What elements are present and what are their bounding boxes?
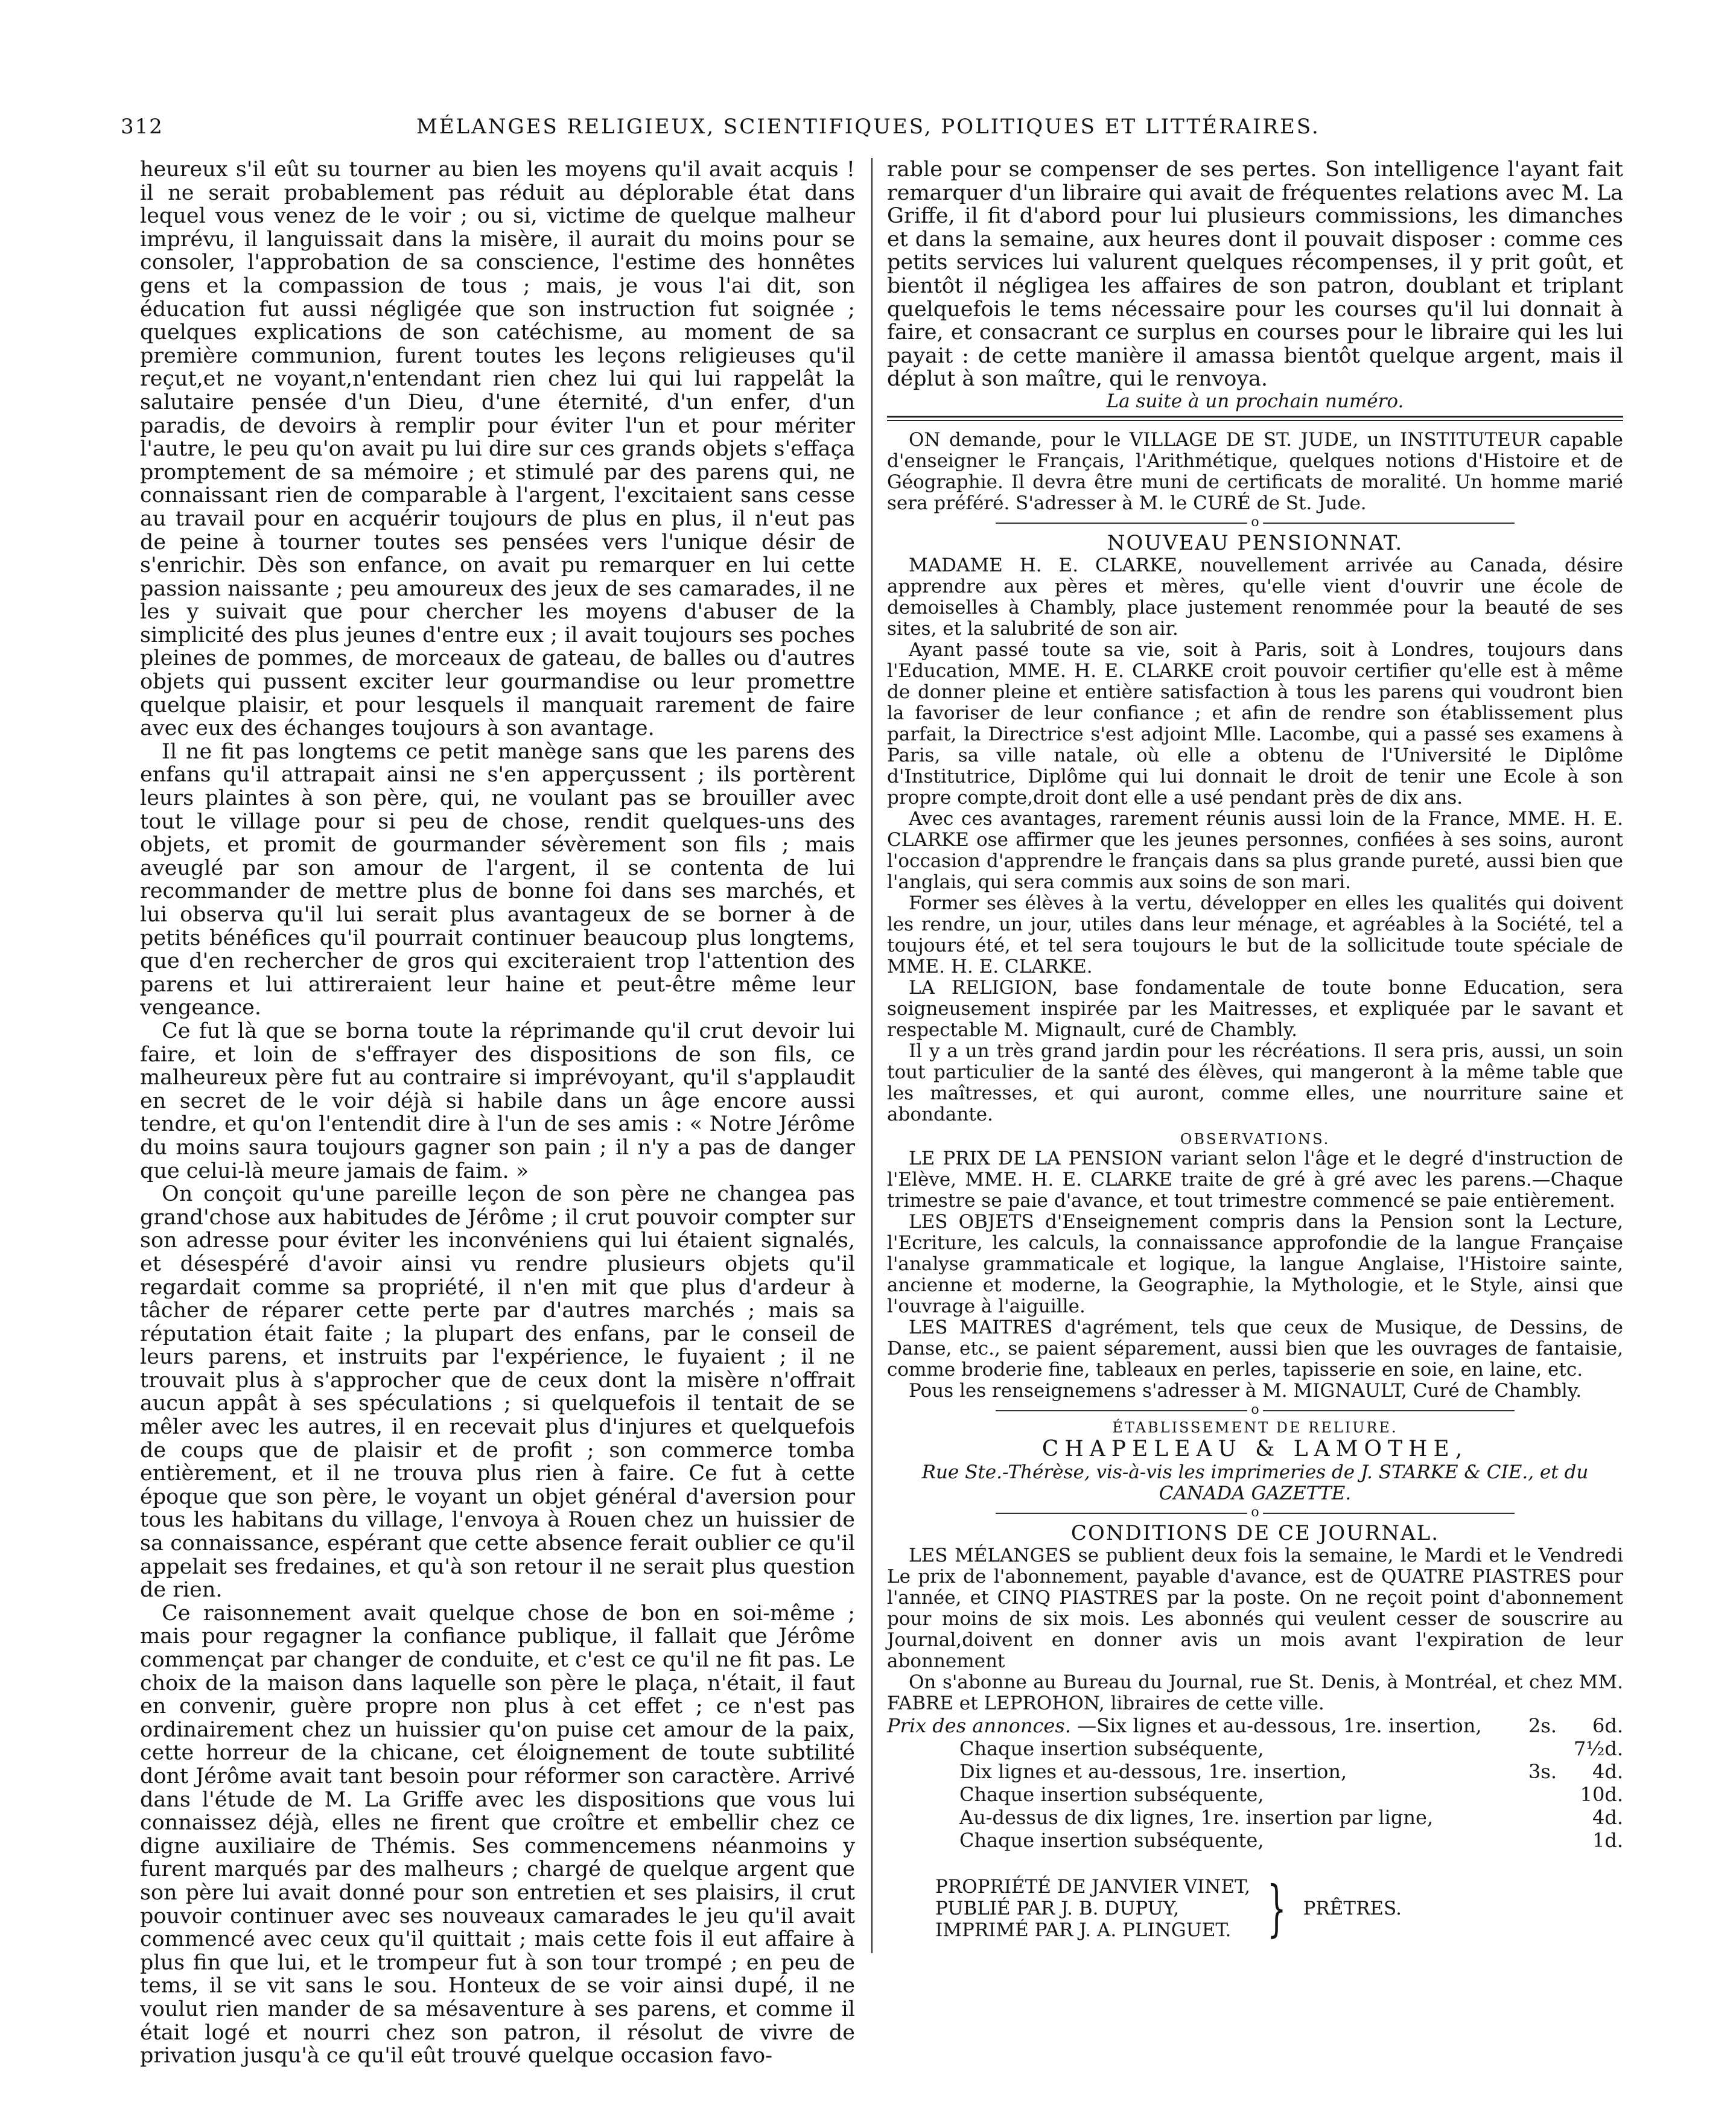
pensionnat-paragraph: Il y a un très grand jardin pour les récréations. Il sera pris, aussi, un soin tout particulier de la santé des élèves, qui mangeront à la même table que les maîtresses, et qui auront, comme elles, une nourriture saine et abondante. — [887, 1040, 1623, 1125]
tariff-row — [887, 1737, 1623, 1760]
separator-mark: o — [1247, 1505, 1262, 1520]
tariff-shillings — [1502, 1783, 1557, 1806]
article-continuation: rable pour se compenser de ses pertes. Son intelligence l'ayant fait remarquer d'un libraire qui avait de fréquentes relations avec M. La Griffe, il fit d'abord pour lui plusieurs commissions, les dimanches et dans la semaine, aux heures dont il pouvait disposer : comme ces petits services lui valurent quelques récompenses, il y prit goût, et bientôt il négligea les affaires de son patron, doublant et triplant quelquefois le tems nécessaire pour les courses qu'il lui donnait à faire, et consacrant ce surplus en courses pour le libraire qui les lui payait : de cette manière il amassa bientôt quelque argent, mais il déplut à son maître, qui le renvoya. — [887, 157, 1623, 392]
observation-paragraph: Pous les renseignemens s'adresser à M. MIGNAULT, Curé de Chambly. — [909, 1379, 1582, 1402]
conditions-title: CONDITIONS DE CE JOURNAL. — [1070, 1521, 1440, 1545]
tariff-shillings — [1502, 1806, 1557, 1829]
separator-mark: o — [1247, 1402, 1262, 1417]
tariff-pence: 4d. — [1592, 1759, 1623, 1783]
tariff-pence: 4d. — [1592, 1805, 1623, 1829]
tariff-row — [887, 1806, 1623, 1829]
page-title: MÉLANGES RELIGIEUX, SCIENTIFIQUES, POLITIQUES ET LITTÉRAIRES. — [416, 115, 1320, 139]
brace-icon: } — [1267, 1872, 1286, 1943]
tariff-label: —Six lignes et au-dessous, 1re. insertion, — [1077, 1714, 1482, 1737]
pensionnat-paragraph: MADAME H. E. CLARKE, nouvellement arrivée au Canada, désire apprendre aux pères et mères, qu'elle vient d'ouvrir une école de demoiselles à Chambly, place justement renommée pour la beauté de ses sites, et la salubrité de son air. — [887, 554, 1623, 640]
tariff-pence: 6d. — [1592, 1714, 1623, 1737]
tariff-shillings: 2s. — [1528, 1714, 1557, 1737]
right-column — [887, 158, 1623, 1941]
observation-paragraph: LES MAITRES d'agrément, tels que ceux de Musique, de Dessins, de Danse, etc., se paient séparement, aussi bien que les ouvrages de fantaisie, comme broderie fine, tableaux en perles, tapisserie en soie, en laine, etc. — [887, 1316, 1623, 1381]
reliure-label: ÉTABLISSEMENT DE RELIURE. — [1112, 1419, 1398, 1436]
pensionnat-title: NOUVEAU PENSIONNAT. — [1107, 530, 1404, 555]
imprint-brace-label: PRÊTRES. — [1303, 1897, 1402, 1919]
pensionnat-paragraph: Former ses élèves à la vertu, développer en elles les qualités qui doivent les rendre, un jour, utiles dans leur ménage, et agréables à la Société, tel a toujours été, et tel sera toujours le but de la sollicitude toute spéciale de MME. H. E. CLARKE. — [887, 892, 1623, 977]
conditions-paragraph: LES MÉLANGES se publient deux fois la semaine, le Mardi et le Vendredi Le prix de l'abonnement, payable d'avance, est de QUATRE PIASTRES pour l'année, et CINQ PIASTRES par la poste. On ne reçoit point d'abonnement pour moins de six mois. Les abonnés qui veulent cesser de souscrire au Journal,doivent en donner avis un mois avant l'expiration de leur abonnement — [887, 1544, 1623, 1672]
page-number: 312 — [121, 115, 164, 139]
separator-mark: o — [1247, 515, 1262, 530]
article-paragraph: On conçoit qu'une pareille leçon de son père ne changea pas grand'chose aux habitudes de Jérôme ; il crut pouvoir compter sur son adresse pour éviter les inconvéniens qui lui étaient signalés, et désespéré d'avoir ainsi vu rendre plusieurs objets qu'il regardait comme sa propriété, il n'en mit que plus d'ardeur à tâcher de réparer cette perte par d'autres marchés ; mais sa réputation était faite ; la plupart des enfans, par le conseil de leurs parens, et instruits par l'expérience, le fuyaient ; il ne trouvait plus à s'approcher que de ceux dont la misère n'offrait aucun appât à ses spéculations ; si quelquefois il tentait de se mêler avec les autres, il en recevait plus d'injures et quelquefois de coups que de plaisir et de profit ; son commerce tomba entièrement, et il ne trouva plus rien à faire. Ce fut à cette époque que son père, le voyant un objet général d'aversion pour tous les habitans du village, l'envoya à Rouen chez un huissier de sa connaissance, espérant que cette absence ferait oublier ce qu'il appelait ses fredaines, et qu'à son retour il ne serait plus question de rien. — [140, 1182, 855, 1603]
notice-st-jude: ON demande, pour le VILLAGE DE ST. JUDE, un INSTITUTEUR capable d'enseigner le Français, l'Arithmétique, quelques notions d'Histoire et de Géographie. Il devra être muni de certificats de moralité. Un homme marié sera préféré. S'adresser à M. le CURÉ de St. Jude. — [887, 428, 1623, 514]
article-paragraph: Ce fut là que se borna toute la réprimande qu'il crut devoir lui faire, et loin de s'effrayer des dispositions de son fils, ce malheureux père fut au contraire si imprévoyant, qu'il s'applaudit en secret de le voir déjà si habile dans un âge encore aussi tendre, et qu'on l'entendit dire à l'un de ses amis : « Notre Jérôme du moins saura toujours gagner son pain ; il n'y a pas de danger que celui-là meure jamais de faim. » — [140, 1019, 855, 1183]
article-paragraph: Il ne fit pas longtems ce petit manège sans que les parens des enfans qu'il attrapait ainsi ne s'en apperçussent ; ils portèrent leurs plaintes à son père, qui, ne voulant pas se brouiller avec tout le village pour si peu de chose, rendit quelques-uns des objets, et promit de gourmander sévèrement son fils ; mais aveuglé par son amour de l'argent, il se contenta de lui recommander de mettre plus de bonne foi dans ses marchés, et lui observa qu'il lui serait plus avantageux de se borner à de petits bénéfices qu'il pourrait continuer beaucoup plus longtems, que d'en rechercher de gros qui exciteraient trop l'attention des parens et lui attireraient leur haine et peut-être même leur vengeance. — [140, 739, 855, 1020]
observation-paragraph: LE PRIX DE LA PENSION variant selon l'âge et le degré d'instruction de l'Elève, MME. H. E. CLARKE traite de gré à gré avec les parens.—Chaque trimestre se paie d'avance, et tout trimestre commencé se paie entièrement. — [887, 1147, 1623, 1212]
tariff-pence: 7½d. — [1573, 1737, 1623, 1760]
pensionnat-paragraph: LA RELIGION, base fondamentale de toute bonne Education, sera soigneusement inspirée par les Maitresses, et expliquée par le savant et respectable M. Mignault, curé de Chambly. — [887, 976, 1623, 1041]
tariff-label: Au-dessus de dix lignes, 1re. insertion par ligne, — [959, 1805, 1434, 1829]
separator — [887, 1402, 1623, 1419]
tariff-shillings — [1502, 1829, 1557, 1852]
tariff-row — [887, 1714, 1623, 1737]
tariff-shillings: 3s. — [1528, 1759, 1557, 1783]
tariff-shillings — [1502, 1737, 1557, 1760]
imprint-line: IMPRIMÉ PAR J. A. PLINGUET. — [935, 1919, 1232, 1941]
imprint-line: PROPRIÉTÉ DE JANVIER VINET, — [935, 1875, 1250, 1898]
tariff-label: Chaque insertion subséquente, — [959, 1737, 1264, 1760]
article-paragraph: heureux s'il eût su tourner au bien les moyens qu'il avait acquis ! il ne serait probablement pas réduit au déplorable état dans lequel vous venez de le voir ; ou si, victime de quelque malheur imprévu, il languissait dans la misère, il aurait du moins pour se consoler, l'approbation de sa conscience, l'estime des honnêtes gens et la compassion de tous ; mais, je vous l'ai dit, son éducation fut aussi négligée que son instruction fut soignée ; quelques explications de son catéchisme, au moment de sa première communion, furent toutes les leçons religieuses qu'il reçut,et ne voyant,n'entendant rien chez lui qui lui rappelât la salutaire pensée d'un Dieu, d'une éternité, d'un enfer, d'un paradis, de devoirs à remplir pour éviter l'un et pour mériter l'autre, le peu qu'on avait pu lui dire sur ces grands objets s'effaça promptement de sa mémoire ; et stimulé par des parens qui, ne connaissant rien de comparable à l'argent, l'excitaient sans cesse au travail pour en acquérir toujours de plus en plus, il n'eut pas de peine à tourner toutes ses pensées vers l'unique désir de s'enrichir. Dès son enfance, on avait pu remarquer en lui cette passion naissante ; peu amoureux des jeux de ses camarades, il ne les y suivait que pour chercher les moyens d'abuser de la simplicité des plus jeunes d'entre eux ; il avait toujours ses poches pleines de pommes, de morceaux de gateau, de balles ou d'autres objets qui pussent exciter leur gourmandise ou leur promettre quelque plaisir, et pour lesquels il manquait rarement de faire avec eux des échanges toujours à son avantage. — [140, 157, 855, 741]
tariff-label: Dix lignes et au-dessous, 1re. insertion, — [959, 1759, 1347, 1783]
tariff-row — [887, 1783, 1623, 1806]
pensionnat-paragraph: Avec ces avantages, rarement réunis aussi loin de la France, MME. H. E. CLARKE ose affirmer que les jeunes personnes, confiées à ses soins, auront l'occasion d'apprendre le français dans sa plus grande pureté, aussi bien que l'anglais, qui sera commis aux soins de son mari. — [887, 807, 1623, 893]
separator — [887, 514, 1623, 531]
imprint — [887, 1872, 1623, 1943]
running-head — [121, 115, 1611, 151]
article-paragraph: Ce raisonnement avait quelque chose de bon en soi-même ; mais pour regagner la confiance publique, il fallait que Jérôme commençat par changer de conduite, et c'est ce qu'il ne fit pas. Le choix de la maison dans laquelle son père le plaça, n'était, il faut en convenir, guère propre non plus à cet effet ; ce n'est pas ordinairement chez un huissier qu'on puise cet amour de la paix, cette horreur de la chicane, cet éloignement de toute subtilité dont Jérôme avait tant besoin pour réformer son caractère. Arrivé dans l'étude de M. La Griffe avec les dispositions que vous lui connaissez déjà, elles ne firent que croître et embellir chez ce digne auxiliaire de Thémis. Ses commencemens néanmoins y furent marqués par des malheurs ; chargé de quelque argent que son père lui avait donné pour son entretien et ses plaisirs, il crut pouvoir continuer avec ses nouveaux camarades le jeu qu'il avait commencé avec ceux qu'il quittait ; mais cette fois il eut affaire à plus fin que lui, et le trompeur fut à son tour trompé ; en peu de tems, il se vit sans le sou. Honteux de se voir ainsi dupé, il ne voulut rien mander de sa mésaventure à ses parens, et comme il était logé et nourri chez son patron, il résolut de vivre de privation jusqu'à ce qu'il eût trouvé quelque occasion favo- — [140, 1601, 855, 2068]
to-be-continued: La suite à un prochain numéro. — [1106, 390, 1404, 412]
tariff-row — [887, 1829, 1623, 1852]
observations-title: OBSERVATIONS. — [1180, 1130, 1331, 1148]
tariff-label: Chaque insertion subséquente, — [959, 1782, 1264, 1806]
reliure-address: Rue Ste.-Thérèse, vis-à-vis les imprimeries de J. STARKE & CIE., et du CANADA GAZETTE. — [921, 1461, 1589, 1504]
reliure-name: CHAPELEAU & LAMOTHE, — [1041, 1436, 1469, 1461]
observation-paragraph: LES OBJETS d'Enseignement compris dans la Pension sont la Lecture, l'Ecriture, les calculs, la connaissance approfondie de la langue Française l'analyse grammaticale et logique, la langue Anglaise, l'Histoire sainte, ancienne et moderne, la Geographie, la Mythologie, et le Style, ainsi que l'ouvrage à l'aiguille. — [887, 1210, 1623, 1317]
tariff-pence: 1d. — [1592, 1828, 1623, 1852]
left-column — [140, 158, 855, 2068]
section-rule — [887, 416, 1623, 421]
tariff-intro: Prix des annonces. — [887, 1714, 1071, 1737]
conditions-paragraph: On s'abonne au Bureau du Journal, rue St. Denis, à Montréal, et chez MM. FABRE et LEPROHON, libraires de cette ville. — [887, 1671, 1623, 1714]
column-rule — [871, 158, 873, 1953]
tariff-label: Chaque insertion subséquente, — [959, 1828, 1264, 1852]
imprint-lines — [935, 1876, 1250, 1941]
separator — [887, 1504, 1623, 1521]
tariff-pence: 10d. — [1580, 1782, 1623, 1806]
pensionnat-paragraph: Ayant passé toute sa vie, soit à Paris, soit à Londres, toujours dans l'Education, MME. H. E. CLARKE croit pouvoir certifier qu'elle est à même de donner pleine et entière satisfaction à tous les parens qui voudront bien la favoriser de leur confiance ; et afin de rendre son établissement plus parfait, la Directrice s'est adjoint Mlle. Lacombe, qui a passé ses examens à Paris, sa ville natale, où elle a obtenu de l'Université le Diplôme d'Institutrice, Diplôme qui lui donnait le droit de tenir une Ecole à son propre compte,droit dont elle a usé pendant près de dix ans. — [887, 638, 1623, 809]
tariff-row — [887, 1760, 1623, 1783]
imprint-line: PUBLIÉ PAR J. B. DUPUY, — [935, 1897, 1180, 1919]
